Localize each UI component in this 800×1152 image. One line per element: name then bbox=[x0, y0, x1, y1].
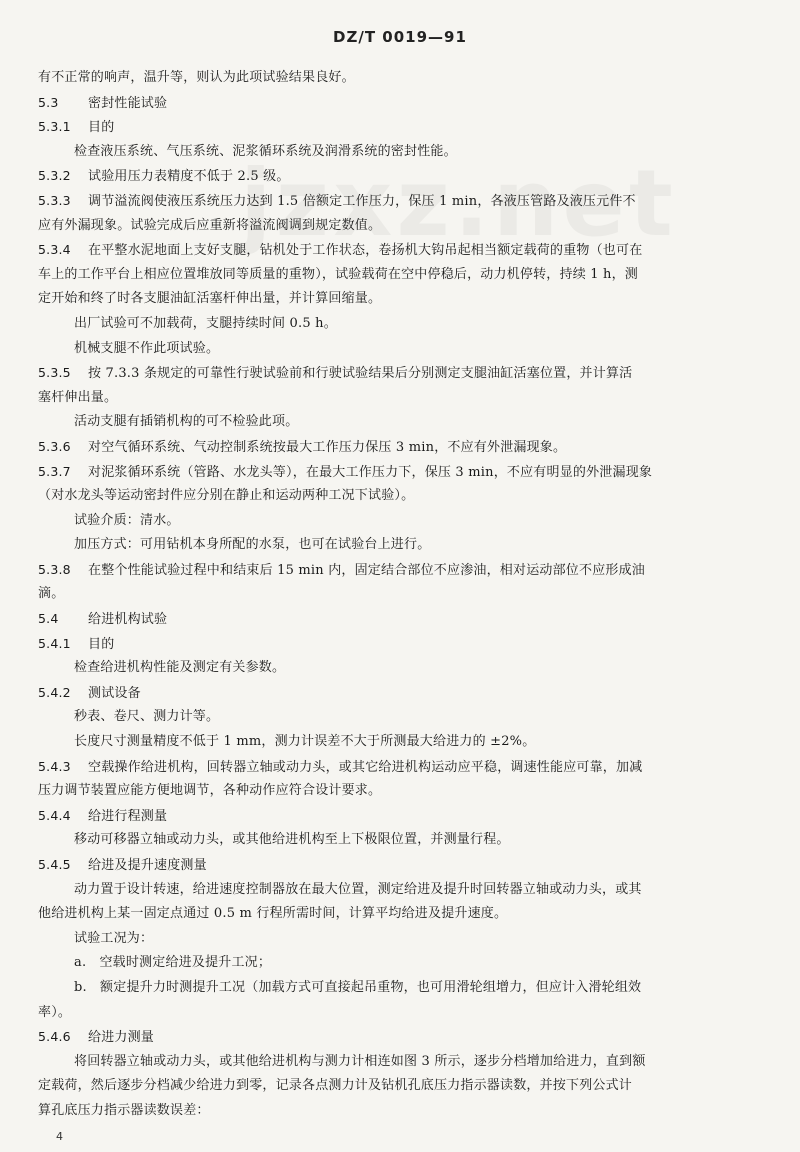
text-line bbox=[38, 140, 764, 165]
line-text: 算孔底压力指示器读数误差： bbox=[38, 1102, 210, 1118]
clause-number: 5.3.3 bbox=[38, 192, 71, 208]
line-text: 定载荷，然后逐步分档减少给进力到零，记录各点测力计及钻机孔底压力指示器读数，并按下列公式计 bbox=[38, 1078, 633, 1094]
line-text: 密封性能试验 bbox=[88, 95, 168, 111]
line-text: 加压方式：可用钻机本身所配的水泵，也可在试验台上进行。 bbox=[74, 537, 431, 553]
line-text: a. 空载时测定给进及提升工况； bbox=[74, 955, 272, 971]
text-line bbox=[38, 804, 764, 829]
line-text: 按 7.3.3 条规定的可靠性行驶试验前和行驶试验结果后分别测定支腿油缸活塞位置，并计算活 bbox=[88, 366, 633, 382]
page-number: 4 bbox=[56, 1130, 63, 1143]
text-line bbox=[38, 509, 764, 534]
line-text: 塞杆伸出量。 bbox=[38, 389, 118, 405]
line-text: 试验用压力表精度不低于 2.5 级。 bbox=[88, 169, 290, 185]
clause-number: 5.4.2 bbox=[38, 684, 71, 700]
text-line bbox=[38, 902, 764, 927]
line-text: 测试设备 bbox=[88, 685, 141, 701]
text-line bbox=[38, 779, 764, 804]
text-line bbox=[38, 189, 764, 214]
line-text: 给进机构试验 bbox=[88, 612, 168, 628]
text-line bbox=[38, 705, 764, 730]
line-text: 目的 bbox=[88, 636, 115, 652]
text-line bbox=[38, 558, 764, 583]
line-text: （对水龙头等运动密封件应分别在静止和运动两种工况下试验）。 bbox=[38, 488, 415, 504]
line-text: 应有外漏现象。试验完成后应重新将溢流阀调到规定数值。 bbox=[38, 217, 382, 233]
line-text: 给进力测量 bbox=[88, 1030, 155, 1046]
line-text: 检查液压系统、气压系统、泥浆循环系统及润滑系统的密封性能。 bbox=[74, 143, 457, 159]
text-line bbox=[38, 312, 764, 337]
text-line bbox=[38, 755, 764, 780]
text-line bbox=[38, 386, 764, 411]
line-text: 在平整水泥地面上支好支腿，钻机处于工作状态，卷扬机大钩吊起相当额定载荷的重物（也可在 bbox=[88, 243, 643, 259]
clause-number: 5.3.1 bbox=[38, 119, 71, 135]
line-text: 车上的工作平台上相应位置堆放同等质量的重物），试验载荷在空中停稳后，动力机停转，持续 1 h，测 bbox=[38, 266, 639, 282]
text-line bbox=[38, 1074, 764, 1099]
text-line bbox=[38, 607, 764, 632]
clause-number: 5.4.5 bbox=[38, 857, 71, 872]
line-text: 给进行程测量 bbox=[88, 808, 168, 824]
text-line bbox=[38, 287, 764, 312]
line-text: 将回转器立轴或动力头，或其他给进机构与测力计相连如图 3 所示，逐步分档增加给进力，直到额 bbox=[74, 1053, 646, 1069]
line-text: 机械支腿不作此项试验。 bbox=[74, 340, 220, 356]
clause-number: 5.3.8 bbox=[38, 561, 71, 577]
line-text: 出厂试验可不加载荷，支腿持续时间 0.5 h。 bbox=[74, 315, 337, 331]
text-line bbox=[38, 164, 764, 189]
line-text: 动力置于设计转速，给进速度控制器放在最大位置，测定给进及提升时回转器立轴或动力头，或其 bbox=[74, 881, 642, 897]
text-line bbox=[38, 582, 764, 607]
clause-number: 5.3.5 bbox=[38, 365, 71, 381]
document-body bbox=[38, 66, 764, 1124]
text-line bbox=[38, 263, 764, 288]
clause-number: 5.3.4 bbox=[38, 242, 71, 258]
text-line bbox=[38, 632, 764, 657]
line-text: 活动支腿有插销机构的可不检验此项。 bbox=[74, 414, 299, 430]
line-text: 滴。 bbox=[38, 586, 65, 602]
line-text: 空载操作给进机构，回转器立轴或动力头，或其它给进机构运动应平稳，调速性能应可靠，加减 bbox=[88, 759, 643, 775]
clause-number: 5.4.1 bbox=[38, 635, 71, 651]
line-text: 移动可移器立轴或动力头，或其他给进机构至上下极限位置，并测量行程。 bbox=[74, 832, 510, 848]
line-text: 试验工况为： bbox=[74, 930, 154, 946]
line-text: 压力调节装置应能方便地调节，各种动作应符合设计要求。 bbox=[38, 783, 382, 799]
text-line bbox=[38, 951, 764, 976]
text-line bbox=[38, 1050, 764, 1075]
text-line bbox=[38, 730, 764, 755]
clause-number: 5.3.6 bbox=[38, 438, 71, 454]
standard-code-header: DZ/T 0019—91 bbox=[333, 28, 467, 46]
line-text: 对空气循环系统、气动控制系统按最大工作压力保压 3 min，不应有外泄漏现象。 bbox=[88, 439, 567, 455]
text-line bbox=[38, 1025, 764, 1050]
text-line bbox=[38, 66, 764, 91]
line-text: 对泥浆循环系统（管路、水龙头等），在最大工作压力下，保压 3 min，不应有明显的外泄漏现象 bbox=[88, 464, 653, 480]
text-line bbox=[38, 337, 764, 362]
text-line bbox=[38, 1001, 764, 1026]
line-text: b. 额定提升力时测提升工况（加载方式可直接起吊重物，也可用滑轮组增力，但应计入滑轮组效 bbox=[74, 979, 642, 995]
clause-number: 5.4.4 bbox=[38, 807, 71, 823]
text-line bbox=[38, 238, 764, 263]
line-text: 在整个性能试验过程中和结束后 15 min 内，固定结合部位不应渗油，相对运动部位不应形成油 bbox=[88, 562, 645, 578]
line-text: 给进及提升速度测量 bbox=[88, 858, 207, 873]
line-text: 他给进机构上某一固定点通过 0.5 m 行程所需时间，计算平均给进及提升速度。 bbox=[38, 906, 508, 922]
line-text: 调节溢流阀使液压系统压力达到 1.5 倍额定工作压力，保压 1 min，各液压管路及液压元件不 bbox=[88, 193, 636, 209]
line-text: 长度尺寸测量精度不低于 1 mm，测力计误差不大于所测最大给进力的 ±2%。 bbox=[74, 734, 536, 750]
text-line bbox=[38, 853, 764, 878]
clause-number: 5.4.3 bbox=[38, 758, 71, 774]
text-line bbox=[38, 484, 764, 509]
text-line bbox=[38, 927, 764, 952]
text-line bbox=[38, 410, 764, 435]
line-text: 定开始和终了时各支腿油缸活塞杆伸出量，并计算回缩量。 bbox=[38, 291, 382, 307]
line-text: 率）。 bbox=[38, 1004, 72, 1020]
text-line bbox=[38, 533, 764, 558]
text-line bbox=[38, 91, 764, 116]
clause-number: 5.4.6 bbox=[38, 1029, 71, 1045]
line-text: 检查给进机构性能及测定有关参数。 bbox=[74, 660, 286, 676]
line-text: 秒表、卷尺、测力计等。 bbox=[74, 709, 220, 725]
text-line bbox=[38, 361, 764, 386]
text-line bbox=[38, 828, 764, 853]
text-line bbox=[38, 214, 764, 239]
clause-number: 5.3.2 bbox=[38, 168, 71, 184]
text-line bbox=[38, 1099, 764, 1124]
text-line bbox=[38, 435, 764, 460]
text-line bbox=[38, 681, 764, 706]
clause-number: 5.3 bbox=[38, 94, 59, 110]
text-line bbox=[38, 878, 764, 903]
clause-number: 5.4 bbox=[38, 611, 59, 627]
text-line bbox=[38, 115, 764, 140]
text-line bbox=[38, 976, 764, 1001]
clause-number: 5.3.7 bbox=[38, 463, 71, 479]
line-text: 目的 bbox=[88, 120, 115, 136]
text-line bbox=[38, 460, 764, 485]
line-text: 试验介质：清水。 bbox=[74, 512, 180, 528]
text-line bbox=[38, 656, 764, 681]
line-text: 有不正常的响声，温升等，则认为此项试验结果良好。 bbox=[38, 70, 355, 85]
